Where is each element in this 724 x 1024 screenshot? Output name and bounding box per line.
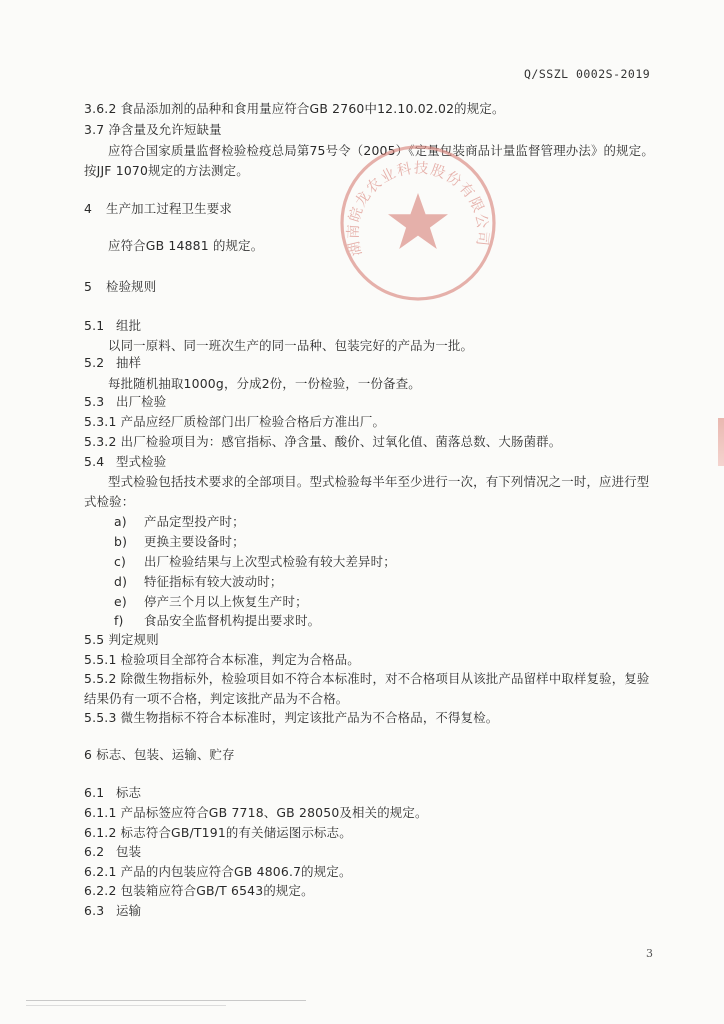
- list-item-text: 停产三个月以上恢复生产时；: [144, 594, 308, 609]
- heading-5-number: 5: [84, 279, 93, 294]
- heading-5-2-title: 抽样: [116, 355, 142, 370]
- heading-6-3-number: 6.3: [84, 903, 105, 918]
- heading-6-2: [84, 844, 141, 860]
- heading-6-1-number: 6.1: [84, 785, 105, 800]
- list-item-text: 更换主要设备时；: [144, 534, 245, 549]
- scan-rule-line: [26, 1000, 306, 1001]
- heading-6: 6 标志、包装、运输、贮存: [84, 747, 235, 762]
- heading-5-3-number: 5.3: [84, 394, 105, 409]
- heading-5-5: 5.5 判定规则: [84, 632, 159, 647]
- clause-5-5-1: 5.5.1 检验项目全部符合本标准，判定为合格品。: [84, 652, 360, 667]
- clause-5-3-1: 5.3.1 产品应经厂质检部门出厂检验合格后方准出厂。: [84, 414, 386, 429]
- list-item-text: 特征指标有较大波动时；: [144, 574, 283, 589]
- company-seal-stamp: [338, 143, 498, 303]
- heading-6-2-number: 6.2: [84, 844, 105, 859]
- heading-5-2-number: 5.2: [84, 355, 105, 370]
- clause-5-5-2: 5.5.2 除微生物指标外，检验项目如不符合本标准时，对不合格项目从该批产品留样中取样复验，复验: [84, 671, 650, 686]
- seal-lettering: 湖南皖龙农业科技股份有限公司: [345, 160, 491, 258]
- clause-6-2-2: 6.2.2 包装箱应符合GB/T 6543的规定。: [84, 883, 314, 898]
- edge-stamp-fragment: [718, 418, 724, 466]
- heading-6-1-title: 标志: [116, 785, 142, 800]
- list-item: [114, 514, 245, 530]
- clause-5-1-text: 以同一原料、同一班次生产的同一品种、包装完好的产品为一批。: [108, 338, 474, 353]
- heading-5-4: [84, 454, 166, 470]
- clause-4-text: 应符合GB 14881 的规定。: [108, 238, 264, 253]
- list-item: [114, 613, 320, 629]
- seal-star-icon: [388, 193, 448, 249]
- list-item-mark: d): [114, 574, 128, 589]
- list-item-text: 食品安全监督机构提出要求时。: [144, 613, 321, 628]
- heading-4-title: 生产加工过程卫生要求: [106, 201, 232, 216]
- clause-5-4-text-cont: 式检验：: [84, 494, 135, 509]
- scan-rule-line: [26, 1005, 226, 1006]
- clause-6-1-1: 6.1.1 产品标签应符合GB 7718、GB 28050及相关的规定。: [84, 805, 428, 820]
- heading-5: [84, 279, 156, 295]
- heading-5-1: [84, 318, 141, 334]
- list-item-mark: f): [114, 613, 124, 628]
- heading-4-number: 4: [84, 201, 93, 216]
- clause-3-6-2: 3.6.2 食品添加剂的品种和食用量应符合GB 2760中12.10.02.02的规定。: [84, 101, 505, 116]
- clause-6-2-1: 6.2.1 产品的内包装应符合GB 4806.7的规定。: [84, 864, 352, 879]
- list-item: [114, 534, 245, 550]
- list-item-mark: c): [114, 554, 127, 569]
- list-item: [114, 594, 308, 610]
- list-item: [114, 574, 283, 590]
- list-item-text: 产品定型投产时；: [144, 514, 245, 529]
- clause-5-2-text: 每批随机抽取1000g，分成2份，一份检验，一份备查。: [108, 376, 421, 391]
- heading-5-3-title: 出厂检验: [116, 394, 167, 409]
- heading-6-3: [84, 903, 141, 919]
- heading-3-7: 3.7 净含量及允许短缺量: [84, 122, 222, 137]
- clause-5-5-2-cont: 结果仍有一项不合格，判定该批产品为不合格。: [84, 691, 349, 706]
- heading-5-3: [84, 394, 166, 410]
- clause-5-3-2: 5.3.2 出厂检验项目为：感官指标、净含量、酸价、过氧化值、菌落总数、大肠菌群。: [84, 434, 562, 449]
- clause-5-4-text: 型式检验包括技术要求的全部项目。型式检验每半年至少进行一次，有下列情况之一时，应进行型: [108, 474, 650, 489]
- list-item: [114, 554, 396, 570]
- clause-3-7-method: 按JJF 1070规定的方法测定。: [84, 163, 249, 178]
- heading-6-3-title: 运输: [116, 903, 142, 918]
- heading-5-title: 检验规则: [106, 279, 157, 294]
- heading-4: [84, 201, 232, 217]
- page-number: 3: [646, 947, 653, 960]
- heading-5-1-number: 5.1: [84, 318, 105, 333]
- heading-6-1: [84, 785, 141, 801]
- clause-5-5-3: 5.5.3 微生物指标不符合本标准时，判定该批产品为不合格品，不得复检。: [84, 710, 499, 725]
- clause-6-1-2: 6.1.2 标志符合GB/T191的有关储运图示标志。: [84, 825, 352, 840]
- heading-5-4-title: 型式检验: [116, 454, 167, 469]
- list-item-mark: b): [114, 534, 128, 549]
- list-item-mark: e): [114, 594, 127, 609]
- list-item-text: 出厂检验结果与上次型式检验有较大差异时；: [144, 554, 396, 569]
- heading-5-2: [84, 355, 141, 371]
- clause-3-7-text: 应符合国家质量监督检验检疫总局第75号令（2005）《定量包装商品计量监督管理办法》的规定。: [108, 143, 654, 158]
- heading-6-2-title: 包装: [116, 844, 142, 859]
- heading-5-4-number: 5.4: [84, 454, 105, 469]
- list-item-mark: a): [114, 514, 127, 529]
- heading-5-1-title: 组批: [116, 318, 142, 333]
- standard-code-header: Q/SSZL 0002S-2019: [524, 67, 651, 81]
